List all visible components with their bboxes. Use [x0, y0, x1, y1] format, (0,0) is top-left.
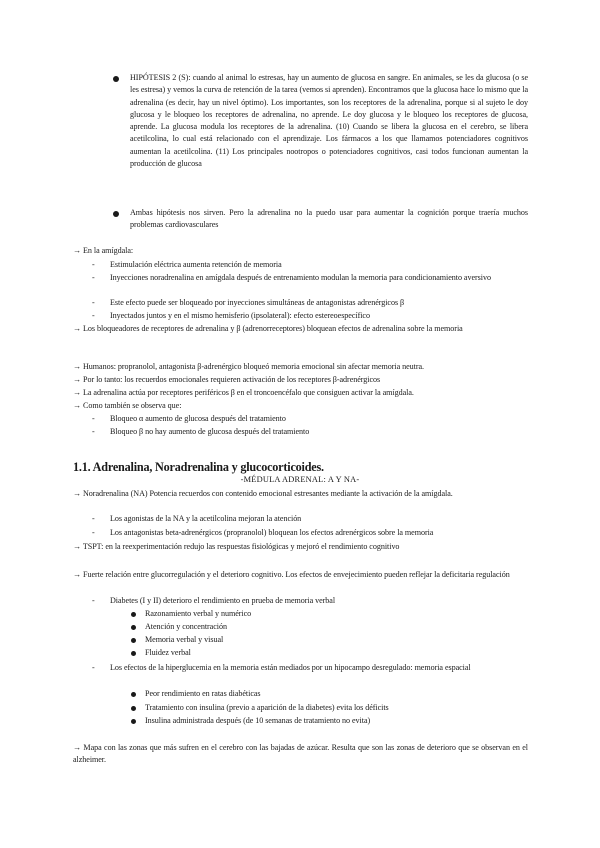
amigdala-item: Inyectados juntos y en el mismo hemisferio (ipsolateral): efecto estereoespecífico	[110, 311, 370, 320]
ambas-hipotesis-paragraph: Ambas hipótesis nos sirven. Pero la adrenalina no la puedo usar para aumentar la cognición porque traería muchos problemas cardiovasculares	[130, 208, 528, 230]
na-item: Los agonistas de la NA y la acetilcolina mejoran la atención	[110, 514, 302, 523]
como-tambien-line: → Como también se observa que:	[73, 401, 182, 410]
diabetes-subitem: Atención y concentración	[145, 622, 227, 631]
bullet-dot-icon	[131, 692, 136, 697]
bullet-dot-icon	[131, 719, 136, 724]
section-subtitle: -MÉDULA ADRENAL: A Y NA-	[240, 475, 360, 484]
adrenalina-actua-line: → La adrenalina actúa por receptores periféricos β en el troncoencéfalo que consiguen activar la amígdala.	[73, 388, 414, 397]
hipotesis-2-paragraph: HIPÓTESIS 2 (S): cuando al animal lo estresas, hay un aumento de glucosa en sangre. En animales, se les da glucosa (o se les estresa) y vemos la curva de retención de la tarea (vemos si aprenden). Encontramos que la glucosa hace lo mismo que la adrenalina (es decir, hay un nivel óptimo). Los importantes, son los receptores de la adrenalina, porque si al sujeto le doy glucosa y le bloqueo los receptores de adrenalina, no aprende. Le doy glucosa y le bloqueo los receptores de glucosa, aprende. La glucosa modula los receptores de la adrenalina. (10) Cuando se libera la glucosa en el cerebro, se libera acetilcolina, lo cual está relacionado con el aprendizaje. Los fármacos a los que llamamos potenciadores cognitivos aumentan la acetilcolina. (11) Los principales nootropos o potenciadores cognitivos, casi todos funcionan aumentan la producción de glucosa	[130, 73, 528, 169]
bloqueo-item: Bloqueo α aumento de glucosa después del tratamiento	[110, 414, 286, 423]
diabetes-subitem: Fluidez verbal	[145, 648, 191, 657]
tspt-line: → TSPT: en la reexperimentación redujo las respuestas fisiológicas y mejoró el rendimiento cognitivo	[73, 542, 400, 551]
diabetes-subitem: Razonamiento verbal y numérico	[145, 609, 252, 618]
diabetes-item: Diabetes (I y II) deterioro el rendimiento en prueba de memoria verbal	[110, 596, 336, 605]
dash-icon: -	[92, 260, 95, 269]
mapa-paragraph: → Mapa con las zonas que más sufren en el cerebro con las bajadas de azúcar. Resulta que son las zonas de deterioro que se observan en el alzheimer.	[73, 743, 528, 765]
dash-icon: -	[92, 528, 95, 537]
na-item: Los antagonistas beta-adrenérgicos (propranolol) bloquean los efectos adrenérgicos sobre la memoria	[110, 528, 434, 537]
humanos-line: → Humanos: propranolol, antagonista β-adrenérgico bloqueó memoria emocional sin afectar memoria neutra.	[73, 362, 425, 371]
hiper-subitem: Insulina administrada después (de 10 semanas de tratamiento no evita)	[145, 716, 371, 725]
por-lo-tanto-line: → Por lo tanto: los recuerdos emocionales requieren activación de los receptores β-adrenérgicos	[73, 375, 381, 384]
hiper-subitem: Tratamiento con insulina (previo a aparición de la diabetes) evita los déficits	[145, 703, 389, 712]
section-heading: 1.1. Adrenalina, Noradrenalina y glucocorticoides.	[73, 460, 324, 474]
bullet-dot-icon	[113, 76, 119, 82]
dash-icon: -	[92, 298, 95, 307]
bloqueo-item: Bloqueo β no hay aumento de glucosa después del tratamiento	[110, 427, 310, 436]
diabetes-subitem: Memoria verbal y visual	[145, 635, 224, 644]
dash-icon: -	[92, 596, 95, 605]
bullet-dot-icon	[113, 211, 119, 217]
glucorregulacion-paragraph: → Fuerte relación entre glucorregulación y el deterioro cognitivo. Los efectos de envejecimiento pueden reflejar la deficitaria regulación	[73, 570, 510, 579]
amigdala-intro: → En la amígdala:	[73, 246, 134, 255]
dash-icon: -	[92, 311, 95, 320]
dash-icon: -	[92, 663, 95, 672]
amigdala-item: Inyecciones noradrenalina en amígdala después de entrenamiento modulan la memoria para condicionamiento aversivo	[110, 273, 491, 282]
amigdala-item: Este efecto puede ser bloqueado por inyecciones simultáneas de antagonistas adrenérgicos β	[110, 298, 405, 307]
bullet-dot-icon	[131, 625, 136, 630]
dash-icon: -	[92, 514, 95, 523]
noradrenalina-paragraph: → Noradrenalina (NA) Potencia recuerdos con contenido emocional estresantes mediante la activación de la amígdala.	[73, 489, 453, 498]
hiper-subitem: Peor rendimiento en ratas diabéticas	[145, 689, 261, 698]
dash-icon: -	[92, 414, 95, 423]
dash-icon: -	[92, 273, 95, 282]
bullet-dot-icon	[131, 706, 136, 711]
bullet-dot-icon	[131, 651, 136, 656]
amigdala-item: Estimulación eléctrica aumenta retención de memoria	[110, 260, 282, 269]
bullet-dot-icon	[131, 638, 136, 643]
hiperglucemia-item: Los efectos de la hiperglucemia en la memoria están mediados por un hipocampo desregulado: memoria espacial	[110, 663, 471, 672]
dash-icon: -	[92, 427, 95, 436]
bullet-dot-icon	[131, 612, 136, 617]
bloqueadores-paragraph: → Los bloqueadores de receptores de adrenalina y β (adrenorreceptores) bloquean efectos de adrenalina sobre la memoria	[73, 324, 463, 333]
